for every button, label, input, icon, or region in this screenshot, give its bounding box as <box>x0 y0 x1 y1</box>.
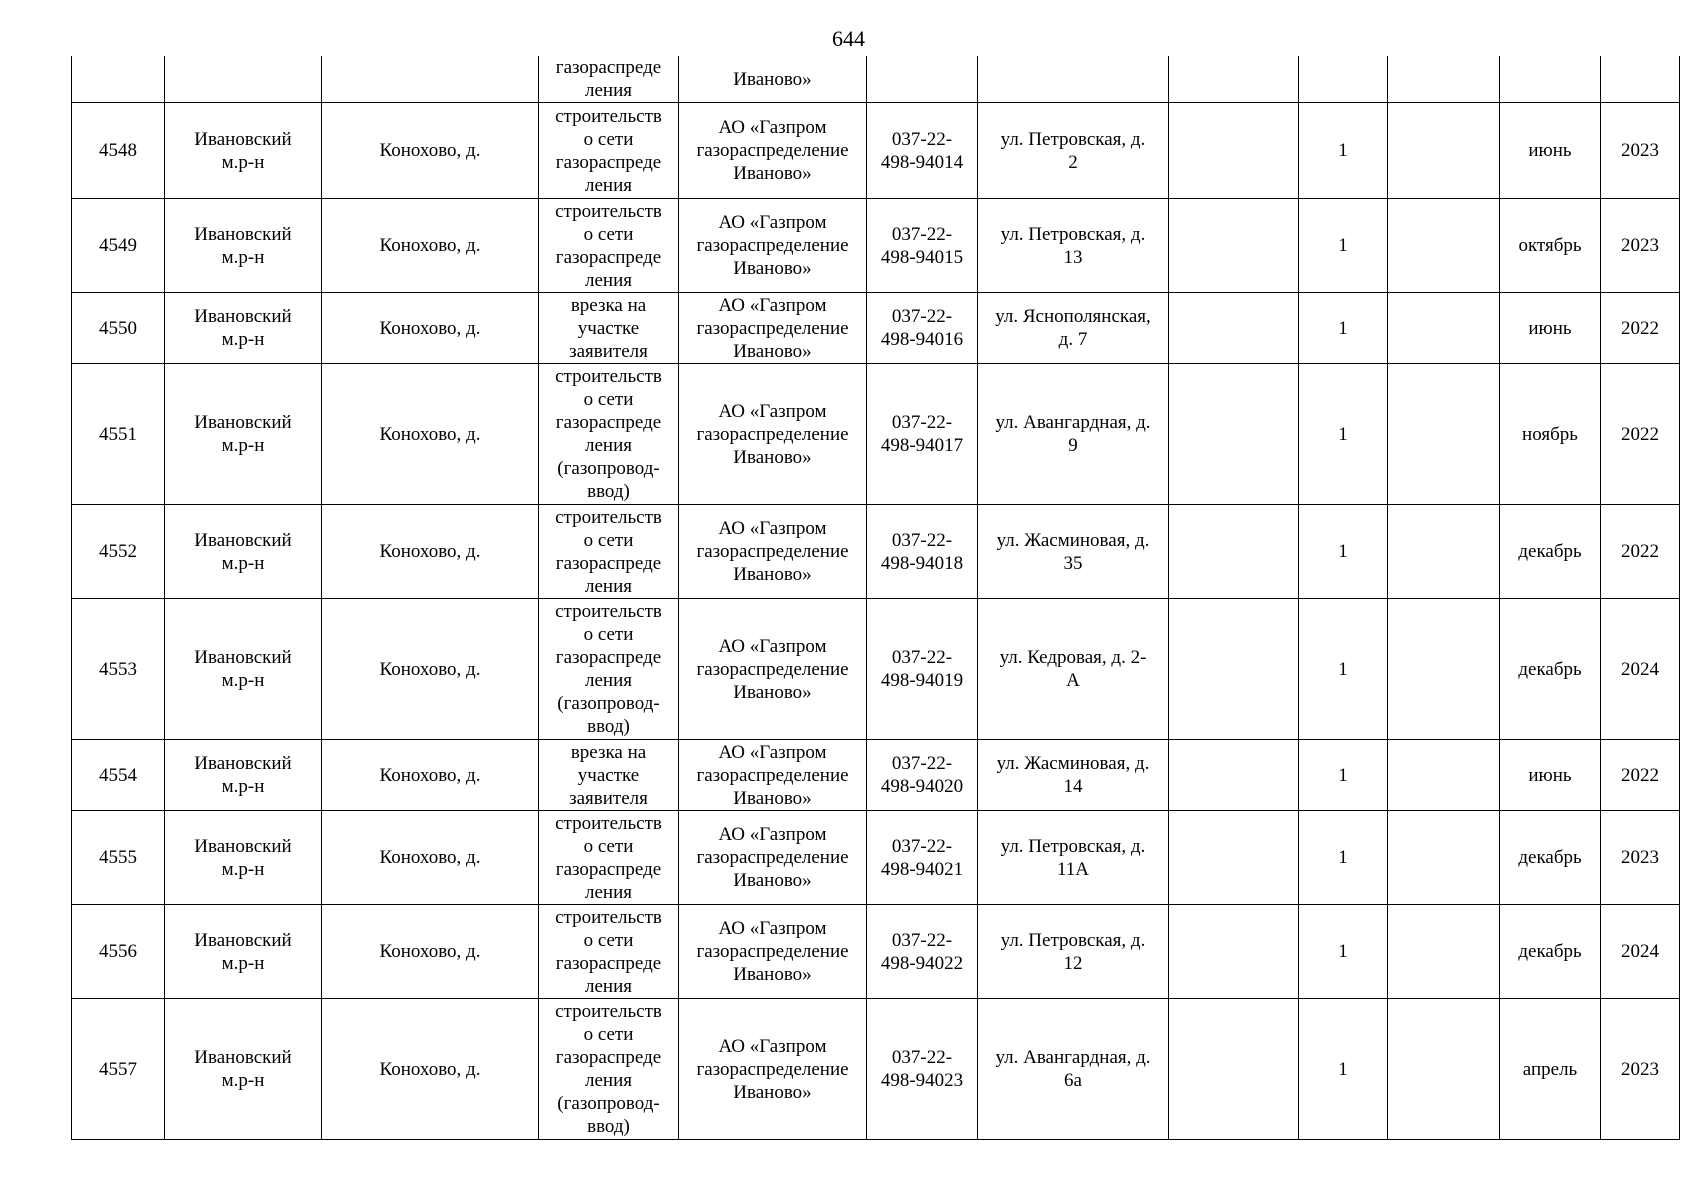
text-line: ления <box>585 435 632 456</box>
text-line: Ивановский <box>194 128 292 150</box>
cell-work-type <box>539 999 679 1140</box>
text-line: ул. Петровская, д. <box>1000 929 1146 951</box>
cell-locality <box>322 56 539 103</box>
cell-empty <box>1169 599 1299 740</box>
cell-number: 4554 <box>72 740 165 811</box>
cell-quantity: 1 <box>1299 599 1388 740</box>
text-line: 6а <box>1064 1070 1082 1091</box>
cell-address <box>978 56 1169 103</box>
cell-number: 4552 <box>72 505 165 599</box>
cell-number: 4555 <box>72 811 165 905</box>
text-line: ул. Петровская, д. <box>1000 835 1146 857</box>
table-row <box>72 905 1680 999</box>
cell-empty <box>1169 56 1299 103</box>
text-line: АО «Газпром <box>718 212 827 233</box>
table-row <box>72 364 1680 505</box>
cell-district <box>165 103 322 199</box>
text-line: врезка на <box>570 294 647 316</box>
text-line: газораспреде <box>555 1047 662 1068</box>
cell-address <box>978 293 1169 364</box>
cell-quantity: 1 <box>1299 364 1388 505</box>
text-line: о сети <box>583 624 634 645</box>
text-line: о сети <box>583 389 634 410</box>
cell-code <box>867 599 978 740</box>
text-line: ул. Яснополянская, <box>995 306 1151 327</box>
cell-work-type <box>539 199 679 293</box>
text-line: АО «Газпром <box>718 117 827 138</box>
cell-quantity: 1 <box>1299 505 1388 599</box>
cell-address <box>978 599 1169 740</box>
text-line: Иваново» <box>733 1081 812 1103</box>
text-line: строительств <box>555 105 662 127</box>
text-line: м.р-н <box>221 329 265 350</box>
text-line: ления <box>585 975 632 997</box>
cell-code <box>867 740 978 811</box>
text-line: м.р-н <box>221 776 265 797</box>
cell-empty <box>1388 740 1500 811</box>
cell-locality: Конохово, д. <box>322 740 539 811</box>
table-row <box>72 505 1680 599</box>
cell-year: 2022 <box>1601 364 1680 505</box>
cell-address <box>978 103 1169 199</box>
cell-organization <box>679 364 867 505</box>
cell-empty <box>1388 999 1500 1140</box>
text-line: ления <box>585 881 632 903</box>
cell-year: 2022 <box>1601 293 1680 364</box>
cell-work-type <box>539 293 679 364</box>
text-line: участке <box>577 317 640 339</box>
cell-work-type <box>539 905 679 999</box>
text-line: Иваново» <box>733 787 812 809</box>
cell-organization <box>679 811 867 905</box>
text-line: ввод) <box>587 716 630 737</box>
text-line: ул. Петровская, д. <box>1000 223 1146 245</box>
cell-code <box>867 505 978 599</box>
cell-year: 2022 <box>1601 505 1680 599</box>
text-line: 9 <box>1068 435 1078 456</box>
text-line: газораспреде <box>555 552 662 574</box>
table-row <box>72 103 1680 199</box>
cell-quantity: 1 <box>1299 103 1388 199</box>
cell-number: 4549 <box>72 199 165 293</box>
text-line: газораспределение <box>696 541 849 562</box>
text-line: газораспределение <box>696 140 849 161</box>
text-line: строительств <box>555 1001 662 1022</box>
text-line: 037-22- <box>891 835 953 857</box>
cell-empty <box>1388 905 1500 999</box>
text-line: (газопровод- <box>557 1093 660 1114</box>
text-line: о сети <box>583 929 634 951</box>
cell-district <box>165 811 322 905</box>
cell-address <box>978 364 1169 505</box>
cell-locality: Конохово, д. <box>322 199 539 293</box>
text-line: АО «Газпром <box>718 1035 827 1057</box>
text-line: ул. Жасминовая, д. <box>996 529 1150 551</box>
text-line: Ивановский <box>194 647 292 668</box>
text-line: 498-94020 <box>880 776 964 797</box>
text-line: Ивановский <box>194 835 292 857</box>
text-line: АО «Газпром <box>718 400 827 422</box>
text-line: ввод) <box>587 1116 630 1137</box>
cell-number: 4550 <box>72 293 165 364</box>
cell-district <box>165 364 322 505</box>
cell-locality: Конохово, д. <box>322 293 539 364</box>
cell-district <box>165 905 322 999</box>
text-line: 14 <box>1063 776 1083 797</box>
cell-empty <box>1169 364 1299 505</box>
text-line: Иваново» <box>733 163 812 184</box>
page-number: 644 <box>832 26 865 51</box>
text-line: АО «Газпром <box>718 518 827 539</box>
text-line: м.р-н <box>221 246 265 268</box>
text-line: ления <box>585 269 632 291</box>
cell-locality: Конохово, д. <box>322 811 539 905</box>
cell-year: 2024 <box>1601 905 1680 999</box>
text-line: газораспределение <box>696 1058 849 1080</box>
text-line: 037-22- <box>891 223 953 245</box>
cell-empty <box>1388 364 1500 505</box>
cell-month: декабрь <box>1500 905 1601 999</box>
text-line: Ивановский <box>194 306 292 327</box>
cell-year <box>1601 56 1680 103</box>
table-row <box>72 999 1680 1140</box>
cell-number: 4553 <box>72 599 165 740</box>
text-line: ул. Жасминовая, д. <box>996 753 1150 774</box>
text-line: А <box>1066 670 1080 691</box>
cell-address <box>978 505 1169 599</box>
cell-organization <box>679 599 867 740</box>
text-line: о сети <box>583 1024 634 1045</box>
text-line: (газопровод- <box>557 458 660 479</box>
text-line: 037-22- <box>891 306 953 327</box>
table-row <box>72 599 1680 740</box>
text-line: Ивановский <box>194 1047 292 1068</box>
cell-empty <box>1169 199 1299 293</box>
text-line: о сети <box>583 128 634 150</box>
text-line: Ивановский <box>194 223 292 245</box>
cell-work-type <box>539 56 679 103</box>
text-line: Иваново» <box>733 340 812 362</box>
cell-year: 2023 <box>1601 811 1680 905</box>
cell-district <box>165 293 322 364</box>
cell-address <box>978 905 1169 999</box>
text-line: м.р-н <box>221 858 265 880</box>
cell-empty <box>1388 56 1500 103</box>
cell-empty <box>1388 293 1500 364</box>
text-line: газораспреде <box>555 412 662 433</box>
cell-empty <box>1388 599 1500 740</box>
cell-empty <box>1169 293 1299 364</box>
text-line: газораспределение <box>696 764 849 786</box>
cell-work-type <box>539 599 679 740</box>
text-line: участке <box>577 764 640 786</box>
text-line: м.р-н <box>221 552 265 574</box>
cell-empty <box>1388 811 1500 905</box>
cell-empty <box>1169 740 1299 811</box>
text-line: газораспределение <box>696 941 849 962</box>
text-line: Иваново» <box>733 564 812 585</box>
cell-quantity: 1 <box>1299 293 1388 364</box>
text-line: ления <box>585 80 632 101</box>
cell-code <box>867 293 978 364</box>
text-line: д. 7 <box>1058 329 1088 350</box>
text-line: 498-94014 <box>880 151 964 173</box>
cell-empty <box>1169 505 1299 599</box>
cell-empty <box>1169 999 1299 1140</box>
cell-empty <box>1388 103 1500 199</box>
cell-address <box>978 740 1169 811</box>
table-row <box>72 293 1680 364</box>
cell-locality: Конохово, д. <box>322 103 539 199</box>
gasification-table <box>71 56 1680 1140</box>
text-line: 12 <box>1063 952 1083 974</box>
text-line: строительств <box>555 506 662 528</box>
text-line: 498-94021 <box>880 858 964 880</box>
cell-number: 4551 <box>72 364 165 505</box>
cell-number <box>72 56 165 103</box>
cell-address <box>978 199 1169 293</box>
cell-month: июнь <box>1500 740 1601 811</box>
cell-empty <box>1388 199 1500 293</box>
text-line: 11А <box>1056 858 1090 880</box>
text-line: 037-22- <box>891 1047 953 1068</box>
cell-locality: Конохово, д. <box>322 364 539 505</box>
cell-month: декабрь <box>1500 599 1601 740</box>
text-line: 037-22- <box>891 412 953 433</box>
cell-locality: Конохово, д. <box>322 599 539 740</box>
cell-address <box>978 999 1169 1140</box>
table-row-continued <box>72 56 1680 103</box>
cell-code <box>867 811 978 905</box>
text-line: газораспреде <box>555 151 662 173</box>
text-line: 498-94023 <box>880 1070 964 1091</box>
cell-district <box>165 599 322 740</box>
cell-empty <box>1388 505 1500 599</box>
text-line: ул. Авангардная, д. <box>995 412 1151 433</box>
cell-year: 2024 <box>1601 599 1680 740</box>
cell-organization <box>679 999 867 1140</box>
text-line: газораспределение <box>696 423 849 445</box>
text-line: Ивановский <box>194 529 292 551</box>
text-line: 037-22- <box>891 647 953 668</box>
cell-empty <box>1169 905 1299 999</box>
table-body <box>72 56 1680 1140</box>
text-line: АО «Газпром <box>718 824 827 845</box>
text-line: строительств <box>555 812 662 834</box>
cell-code <box>867 905 978 999</box>
text-line: 498-94018 <box>880 552 964 574</box>
cell-code <box>867 999 978 1140</box>
cell-organization <box>679 905 867 999</box>
text-line: 037-22- <box>891 529 953 551</box>
text-line: о сети <box>583 223 634 245</box>
text-line: заявителя <box>569 787 648 809</box>
cell-quantity: 1 <box>1299 811 1388 905</box>
text-line: ул. Кедровая, д. 2- <box>999 647 1147 668</box>
text-line: врезка на <box>570 741 647 763</box>
text-line: ления <box>585 670 632 691</box>
table-row <box>72 199 1680 293</box>
cell-month: ноябрь <box>1500 364 1601 505</box>
text-line: Иваново» <box>733 446 812 468</box>
cell-quantity: 1 <box>1299 905 1388 999</box>
cell-number: 4556 <box>72 905 165 999</box>
text-line: газораспределение <box>696 847 849 868</box>
text-line: строительств <box>555 200 662 222</box>
text-line: ул. Авангардная, д. <box>995 1047 1151 1068</box>
text-line: 498-94017 <box>880 435 964 456</box>
cell-month <box>1500 56 1601 103</box>
text-line: 037-22- <box>891 753 953 774</box>
text-line: м.р-н <box>221 1070 265 1091</box>
cell-year: 2023 <box>1601 199 1680 293</box>
text-line: ления <box>585 575 632 597</box>
table-row <box>72 740 1680 811</box>
cell-locality: Конохово, д. <box>322 505 539 599</box>
text-line: Иваново» <box>733 964 812 985</box>
text-line: о сети <box>583 835 634 857</box>
text-line: АО «Газпром <box>718 294 827 316</box>
text-line: Ивановский <box>194 412 292 433</box>
text-line: газораспределение <box>696 658 849 680</box>
cell-quantity: 1 <box>1299 740 1388 811</box>
cell-organization <box>679 56 867 103</box>
cell-organization <box>679 505 867 599</box>
cell-district <box>165 740 322 811</box>
text-line: Иваново» <box>733 258 812 279</box>
text-line: м.р-н <box>221 952 265 974</box>
text-line: ления <box>585 1070 632 1091</box>
text-line: АО «Газпром <box>718 635 827 657</box>
text-line: 35 <box>1063 552 1083 574</box>
text-line: 498-94015 <box>880 246 964 268</box>
cell-work-type <box>539 364 679 505</box>
cell-locality: Конохово, д. <box>322 905 539 999</box>
cell-empty <box>1169 103 1299 199</box>
text-line: 037-22- <box>891 128 953 150</box>
text-line: строительств <box>555 601 662 622</box>
text-line: АО «Газпром <box>718 741 827 763</box>
text-line: 2 <box>1068 151 1078 173</box>
text-line: 13 <box>1063 246 1083 268</box>
cell-locality: Конохово, д. <box>322 999 539 1140</box>
text-line: Ивановский <box>194 929 292 951</box>
text-line: газораспределение <box>696 235 849 256</box>
text-line: 498-94019 <box>880 670 964 691</box>
text-line: 037-22- <box>891 929 953 951</box>
cell-work-type <box>539 740 679 811</box>
cell-organization <box>679 199 867 293</box>
text-line: газораспреде <box>555 57 662 78</box>
text-line: о сети <box>583 529 634 551</box>
text-line: строительств <box>555 366 662 387</box>
text-line: Иваново» <box>733 68 812 90</box>
cell-year: 2023 <box>1601 103 1680 199</box>
text-line: АО «Газпром <box>718 918 827 939</box>
cell-empty <box>1169 811 1299 905</box>
cell-year: 2022 <box>1601 740 1680 811</box>
text-line: м.р-н <box>221 670 265 691</box>
text-line: газораспреде <box>555 647 662 668</box>
cell-address <box>978 811 1169 905</box>
text-line: газораспределение <box>696 317 849 339</box>
text-line: газораспреде <box>555 246 662 268</box>
cell-work-type <box>539 811 679 905</box>
text-line: газораспреде <box>555 952 662 974</box>
cell-district <box>165 999 322 1140</box>
cell-month: октябрь <box>1500 199 1601 293</box>
cell-month: апрель <box>1500 999 1601 1140</box>
cell-month: декабрь <box>1500 505 1601 599</box>
text-line: ления <box>585 174 632 196</box>
cell-organization <box>679 293 867 364</box>
text-line: ввод) <box>587 481 630 502</box>
cell-month: июнь <box>1500 293 1601 364</box>
cell-organization <box>679 103 867 199</box>
cell-number: 4548 <box>72 103 165 199</box>
table-row <box>72 811 1680 905</box>
text-line: м.р-н <box>221 435 265 456</box>
cell-quantity: 1 <box>1299 999 1388 1140</box>
cell-year: 2023 <box>1601 999 1680 1140</box>
text-line: 498-94016 <box>880 329 964 350</box>
cell-quantity: 1 <box>1299 199 1388 293</box>
text-line: газораспреде <box>555 858 662 880</box>
text-line: строительств <box>555 906 662 928</box>
text-line: 498-94022 <box>880 952 964 974</box>
cell-organization <box>679 740 867 811</box>
cell-number: 4557 <box>72 999 165 1140</box>
cell-quantity <box>1299 56 1388 103</box>
cell-code <box>867 199 978 293</box>
cell-code <box>867 56 978 103</box>
cell-district <box>165 199 322 293</box>
cell-work-type <box>539 103 679 199</box>
text-line: (газопровод- <box>557 693 660 714</box>
text-line: Иваново» <box>733 681 812 703</box>
text-line: заявителя <box>569 340 648 362</box>
cell-work-type <box>539 505 679 599</box>
cell-code <box>867 364 978 505</box>
text-line: Иваново» <box>733 870 812 891</box>
text-line: м.р-н <box>221 151 265 173</box>
cell-month: декабрь <box>1500 811 1601 905</box>
cell-district <box>165 505 322 599</box>
text-line: ул. Петровская, д. <box>1000 128 1146 150</box>
cell-month: июнь <box>1500 103 1601 199</box>
text-line: Ивановский <box>194 753 292 774</box>
cell-district <box>165 56 322 103</box>
cell-code <box>867 103 978 199</box>
